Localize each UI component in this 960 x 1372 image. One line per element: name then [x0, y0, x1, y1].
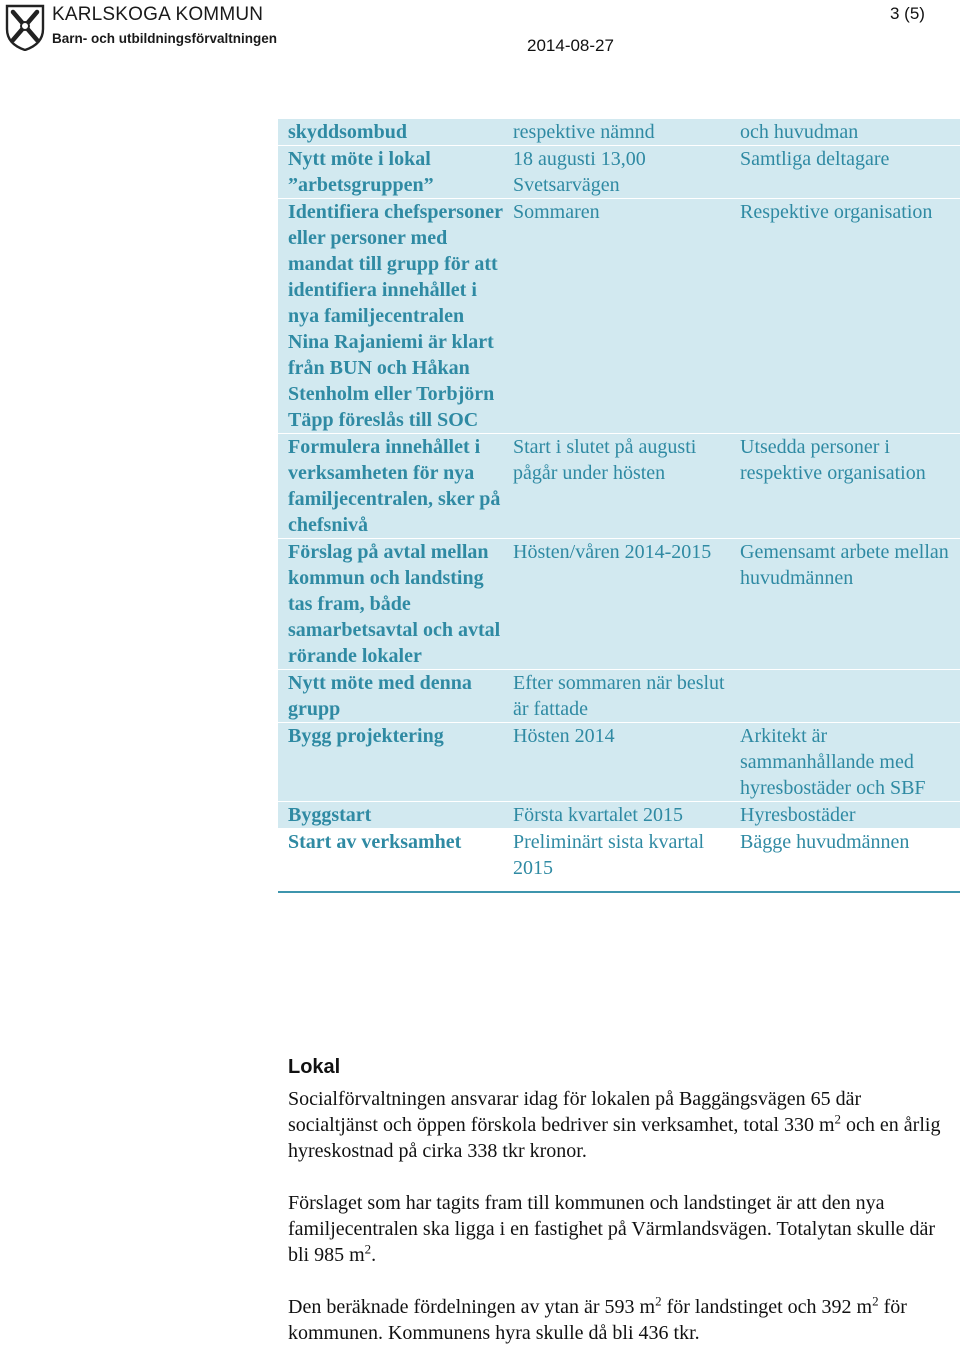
document-date: 2014-08-27: [527, 36, 614, 55]
activity-text: Nytt möte i lokal ”arbetsgruppen”: [288, 148, 434, 196]
activity-cell: skyddsombud: [278, 119, 505, 146]
table-row: [278, 434, 960, 539]
activity-cell: Förslag på avtal mellan kommun och landsting tas fram, både samarbetsavtal och avtal rörande lokaler: [278, 539, 505, 670]
table-row: [278, 670, 960, 723]
org-name: KARLSKOGA KOMMUN: [52, 4, 264, 25]
page-header: [0, 0, 960, 60]
responsible-cell: Respektive organisation: [732, 199, 960, 434]
time-cell: Sommaren: [505, 199, 732, 434]
text: för landstinget och 392 m: [661, 1296, 873, 1318]
text: .: [371, 1244, 377, 1266]
activity-cell: Start av verksamhet: [278, 829, 505, 893]
text: för kommunen. Kommunens hyra skulle då bli 436 tkr.: [288, 1296, 907, 1344]
municipality-logo-icon: [4, 3, 46, 51]
responsible-cell: Gemensamt arbete mellan huvudmännen: [732, 539, 960, 670]
time-cell: Start i slutet på augusti pågår under hösten: [505, 434, 732, 539]
superscript: 2: [872, 1293, 879, 1309]
time-cell: respektive nämnd: [505, 119, 732, 146]
time-cell: Hösten/våren 2014-2015: [505, 539, 732, 670]
paragraph-current-premises: [288, 1086, 953, 1164]
activity-cell: Bygg projektering: [278, 723, 505, 802]
activity-cell: Byggstart: [278, 802, 505, 829]
activity-cell: Formulera innehållet i verksamheten för nya familjecentralen, sker på chefsnivå: [278, 434, 505, 539]
table-row: [278, 539, 960, 670]
text: Socialförvaltningen ansvarar idag för lokalen på Baggängsvägen 65 där socialtjänst och öppen förskola bedriver sin verksamhet, total 330 m: [288, 1088, 862, 1136]
responsible-cell: [732, 670, 960, 723]
responsible-cell: Utsedda personer i respektive organisation: [732, 434, 960, 539]
responsible-cell: Arkitekt är sammanhållande med hyresbostäder och SBF: [732, 723, 960, 802]
responsible-cell: Hyresbostäder: [732, 802, 960, 829]
page-number: 3 (5): [890, 4, 925, 23]
time-cell: Hösten 2014: [505, 723, 732, 802]
superscript: 2: [834, 1111, 842, 1127]
paragraph-distribution: [288, 1294, 953, 1346]
table-row: [278, 146, 960, 199]
section-heading: Lokal: [288, 1056, 341, 1078]
table-row: [278, 119, 960, 146]
lokal-section: [288, 1054, 953, 1372]
responsible-cell: Samtliga deltagare: [732, 146, 960, 199]
table-row: [278, 199, 960, 434]
action-plan-table: [278, 119, 960, 893]
paragraph-proposal: [288, 1190, 953, 1268]
table-row: [278, 829, 960, 893]
responsible-cell: Bägge huvudmännen: [732, 829, 960, 893]
time-cell: Efter sommaren när beslut är fattade: [505, 670, 732, 723]
table-row: [278, 723, 960, 802]
activity-cell: Identifiera chefspersoner eller personer med mandat till grupp för att identifiera innehållet i nya familjecentralen Nina Rajaniemi är klart från BUN och Håkan Stenholm eller Torbjörn Täpp föreslås till SOC: [278, 199, 505, 434]
activity-cell: [278, 146, 505, 199]
text: Den beräknade fördelningen av ytan är 593 m: [288, 1296, 656, 1318]
department-name: Barn- och utbildningsförvaltningen: [52, 31, 277, 46]
activity-cell: Nytt möte med denna grupp: [278, 670, 505, 723]
superscript: 2: [364, 1241, 372, 1257]
responsible-cell: och huvudman: [732, 119, 960, 146]
table-row: [278, 802, 960, 829]
time-cell: Första kvartalet 2015: [505, 802, 732, 829]
time-cell: Preliminärt sista kvartal 2015: [505, 829, 732, 893]
time-cell: 18 augusti 13,00 Svetsarvägen: [505, 146, 732, 199]
superscript: 2: [655, 1293, 662, 1309]
text: Förslaget som har tagits fram till kommunen och landstinget är att den nya familjecentralen ska ligga i en fastighet på Värmlandsvägen. Totalytan skulle där bli 985 m: [288, 1192, 936, 1266]
text: och en årlig hyreskostnad på cirka 338 tkr kronor.: [288, 1114, 941, 1162]
